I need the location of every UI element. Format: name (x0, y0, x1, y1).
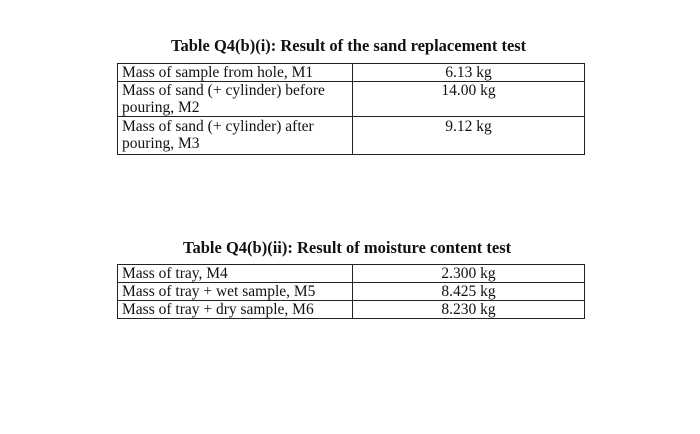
sand-replacement-table (117, 63, 585, 155)
table-caption-sand-replacement: Table Q4(b)(i): Result of the sand replacement test (171, 36, 527, 55)
row-value: 8.230 kg (353, 301, 585, 319)
table-row (118, 301, 585, 319)
row-value: 9.12 kg (353, 117, 585, 155)
table-row (118, 64, 585, 82)
row-label: Mass of sample from hole, M1 (118, 64, 353, 82)
table-row (118, 265, 585, 283)
table-row (118, 283, 585, 301)
table-caption-moisture-content: Table Q4(b)(ii): Result of moisture content test (183, 238, 512, 257)
row-value: 6.13 kg (353, 64, 585, 82)
row-label: Mass of tray + wet sample, M5 (118, 283, 353, 301)
row-value: 14.00 kg (353, 82, 585, 117)
table-row (118, 82, 585, 117)
moisture-content-table (117, 264, 585, 319)
table-row (118, 117, 585, 155)
row-label: Mass of sand (+ cylinder) before pouring, M2 (118, 82, 353, 117)
row-value: 8.425 kg (353, 283, 585, 301)
row-label: Mass of sand (+ cylinder) after pouring, M3 (118, 117, 353, 155)
row-label: Mass of tray + dry sample, M6 (118, 301, 353, 319)
row-value: 2.300 kg (353, 265, 585, 283)
row-label: Mass of tray, M4 (118, 265, 353, 283)
